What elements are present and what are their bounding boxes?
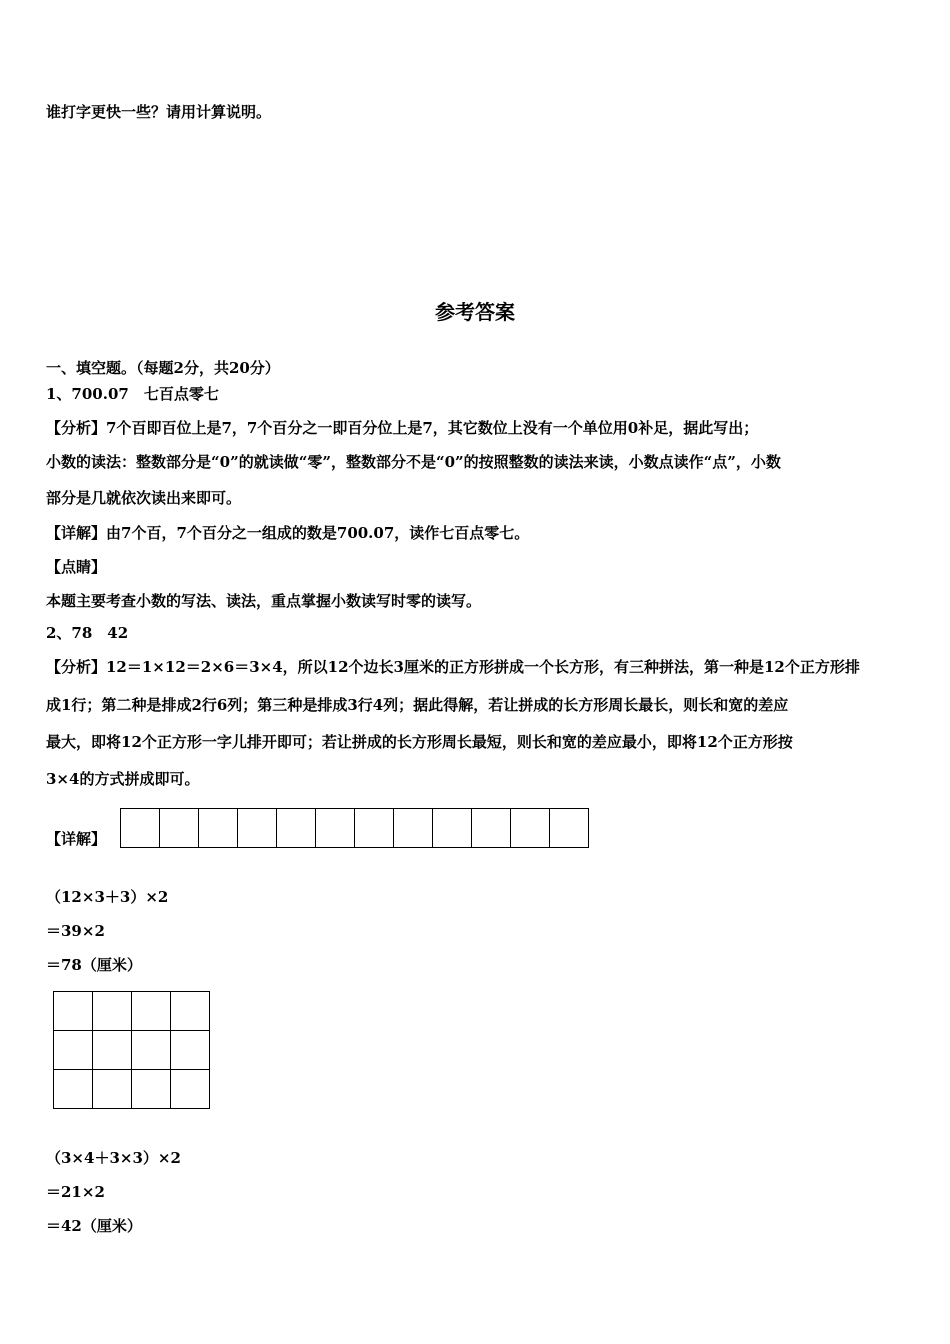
grid-square bbox=[550, 809, 589, 848]
grid-square bbox=[54, 992, 93, 1031]
calc-2-line: ＝42（厘米） bbox=[46, 1217, 142, 1235]
grid-square bbox=[171, 992, 210, 1031]
q2-analysis-1: 【分析】12＝1×12＝2×6＝3×4，所以12个边长3厘米的正方形拼成一个长方形，有三种拼法，第一种是12个正方形排 bbox=[46, 658, 860, 676]
q1-comment: 本题主要考查小数的写法、读法，重点掌握小数读写时零的读写。 bbox=[46, 592, 482, 610]
question-tail: 谁打字更快一些？请用计算说明。 bbox=[46, 103, 272, 121]
grid-square bbox=[171, 1031, 210, 1070]
grid-square bbox=[394, 809, 433, 848]
grid-square bbox=[132, 1070, 171, 1109]
grid-square bbox=[54, 1031, 93, 1070]
square-row-grid bbox=[120, 808, 589, 848]
grid-square bbox=[93, 1070, 132, 1109]
grid-square bbox=[132, 992, 171, 1031]
grid-square bbox=[472, 809, 511, 848]
q1-detail: 【详解】由7个百，7个百分之一组成的数是700.07，读作七百点零七。 bbox=[46, 524, 530, 542]
grid-square bbox=[171, 1070, 210, 1109]
grid-square bbox=[316, 809, 355, 848]
grid-square bbox=[160, 809, 199, 848]
calc-1-line: ＝39×2 bbox=[46, 922, 105, 940]
q2-answer: 2、78 42 bbox=[46, 624, 129, 642]
grid-square bbox=[93, 992, 132, 1031]
calc-2-line: ＝21×2 bbox=[46, 1183, 105, 1201]
grid-square bbox=[121, 809, 160, 848]
grid-square bbox=[54, 1070, 93, 1109]
calc-1-line: （12×3＋3）×2 bbox=[46, 888, 169, 906]
grid-square bbox=[93, 1031, 132, 1070]
grid-square bbox=[277, 809, 316, 848]
square-3x4-grid bbox=[53, 991, 210, 1109]
q1-answer: 1、700.07 七百点零七 bbox=[46, 385, 219, 403]
q2-analysis-4: 3×4的方式拼成即可。 bbox=[46, 770, 200, 788]
q2-detail-label: 【详解】 bbox=[46, 830, 107, 848]
grid-square bbox=[132, 1031, 171, 1070]
section-heading: 一、填空题。（每题2分，共20分） bbox=[46, 359, 280, 377]
q1-analysis: 【分析】7个百即百位上是7，7个百分之一即百分位上是7，其它数位上没有一个单位用0补足，据此写出； bbox=[46, 419, 759, 437]
grid-square bbox=[355, 809, 394, 848]
page-title: 参考答案 bbox=[435, 300, 515, 324]
q2-analysis-3: 最大，即将12个正方形一字儿排开即可；若让拼成的长方形周长最短，则长和宽的差应最小，即将12个正方形按 bbox=[46, 733, 793, 751]
grid-square bbox=[433, 809, 472, 848]
q1-comment-label: 【点睛】 bbox=[46, 558, 107, 576]
calc-2-line: （3×4＋3×3）×2 bbox=[46, 1149, 181, 1167]
q1-reading-2: 部分是几就依次读出来即可。 bbox=[46, 489, 242, 507]
q2-analysis-2: 成1行；第二种是排成2行6列；第三种是排成3行4列；据此得解，若让拼成的长方形周长最长，则长和宽的差应 bbox=[46, 696, 789, 714]
grid-square bbox=[238, 809, 277, 848]
grid-square bbox=[199, 809, 238, 848]
q1-reading-1: 小数的读法：整数部分是“0”的就读做“零”，整数部分不是“0”的按照整数的读法来读，小数点读作“点”，小数 bbox=[46, 453, 781, 471]
grid-square bbox=[511, 809, 550, 848]
calc-1-line: ＝78（厘米） bbox=[46, 956, 142, 974]
